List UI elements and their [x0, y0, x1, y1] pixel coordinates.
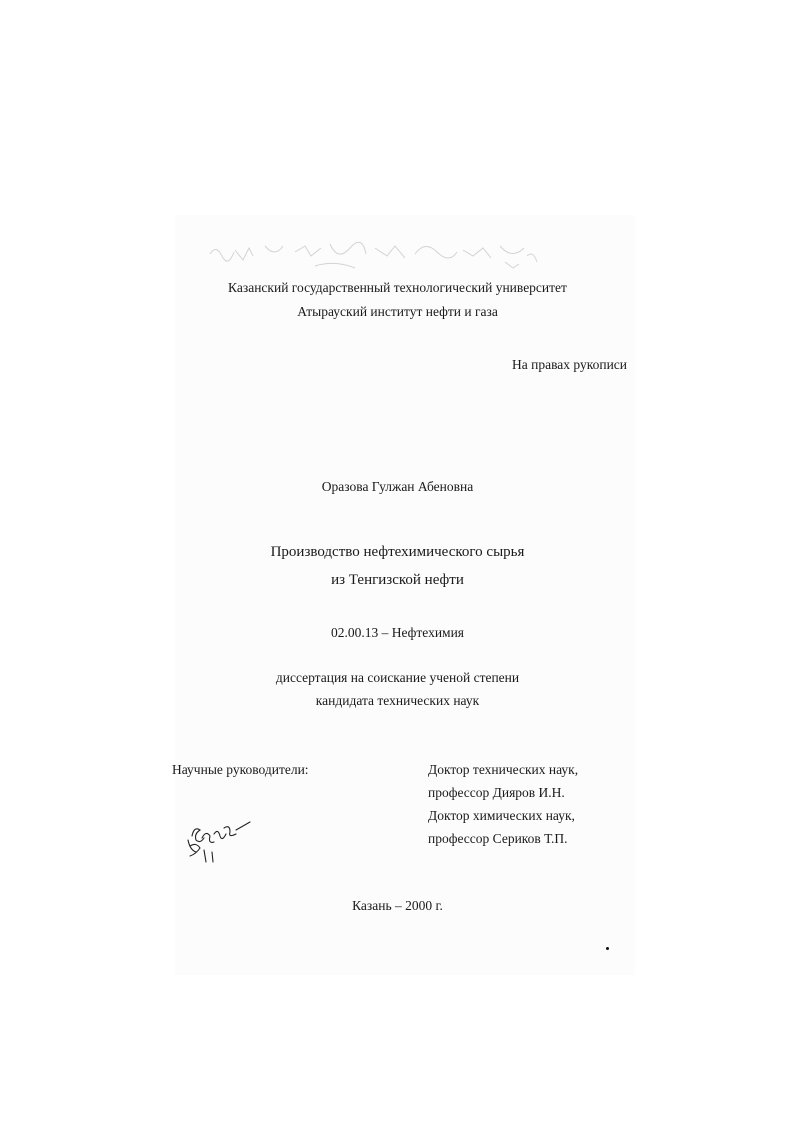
manuscript-rights-note: На правах рукописи	[512, 357, 628, 372]
place-and-year: Казань – 2000 г.	[352, 898, 443, 913]
thesis-title-line-2: из Тенгизской нефти	[331, 572, 464, 588]
supervisors-label: Научные руководители:	[172, 762, 309, 777]
supervisor-2-degree: Доктор химических наук,	[428, 808, 575, 823]
degree-line-2: кандидата технических наук	[315, 693, 480, 708]
handwritten-signature	[184, 816, 256, 868]
stray-dot	[606, 947, 609, 950]
thesis-title-line-1: Производство нефтехимического сырья	[270, 544, 525, 560]
supervisor-1-name: профессор Дияров И.Н.	[428, 785, 565, 800]
specialty-code: 02.00.13 – Нефтехимия	[330, 625, 465, 640]
author-name: Оразова Гулжан Абеновна	[321, 479, 474, 494]
supervisor-2-name: профессор Сериков Т.П.	[428, 831, 568, 846]
institute-name: Атырауский институт нефти и газа	[297, 304, 498, 319]
supervisor-1-degree: Доктор технических наук,	[428, 762, 579, 777]
faded-stamp-smudge	[205, 232, 545, 274]
degree-line-1: диссертация на соискание ученой степени	[275, 670, 520, 685]
university-name: Казанский государственный технологический университет	[228, 280, 567, 295]
